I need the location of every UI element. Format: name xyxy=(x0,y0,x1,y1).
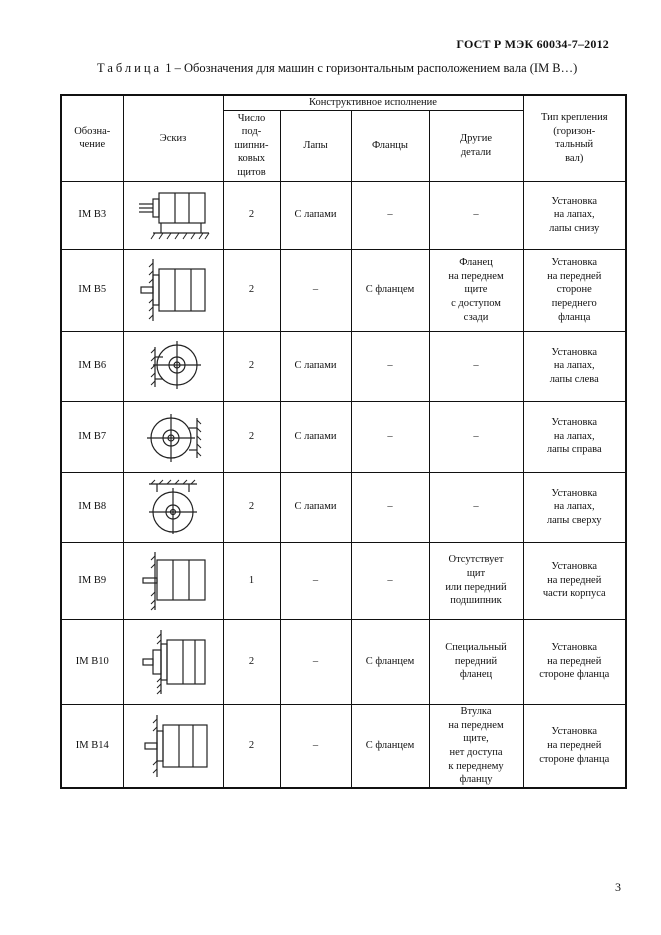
cell-designation: IM B3 xyxy=(61,181,123,249)
cell-feet: С лапами xyxy=(280,181,351,249)
cell-other: – xyxy=(429,401,523,472)
cell-designation: IM B5 xyxy=(61,249,123,331)
cell-flanges: – xyxy=(351,331,429,401)
designation-table xyxy=(60,94,627,789)
cell-shields: 1 xyxy=(223,542,280,619)
page-number: 3 xyxy=(615,880,621,894)
caption-label: Таблица xyxy=(97,61,163,75)
cell-other: – xyxy=(429,472,523,542)
sketch-im-b5-icon xyxy=(133,255,213,325)
cell-mounting: Установка на лапах, лапы сверху xyxy=(523,472,626,542)
header-feet: Лапы xyxy=(280,110,351,181)
cell-other: – xyxy=(429,331,523,401)
cell-flanges: – xyxy=(351,542,429,619)
table-row xyxy=(61,542,626,619)
table-row xyxy=(61,331,626,401)
cell-mounting: Установка на передней части корпуса xyxy=(523,542,626,619)
document-header: ГОСТ Р МЭК 60034-7–2012 xyxy=(456,37,609,51)
cell-feet: – xyxy=(280,619,351,704)
cell-shields: 2 xyxy=(223,472,280,542)
cell-shields: 2 xyxy=(223,331,280,401)
cell-sketch xyxy=(123,331,223,401)
cell-other: Отсутствует щит или передний подшипник xyxy=(429,542,523,619)
table-row xyxy=(61,472,626,542)
cell-designation: IM B8 xyxy=(61,472,123,542)
sketch-im-b8-icon xyxy=(133,476,213,538)
table-row xyxy=(61,249,626,331)
cell-flanges: С фланцем xyxy=(351,619,429,704)
sketch-im-b14-icon xyxy=(133,711,213,781)
sketch-im-b6-icon xyxy=(133,335,213,397)
header-other: Другие детали xyxy=(429,110,523,181)
cell-designation: IM B14 xyxy=(61,704,123,788)
table-caption xyxy=(97,61,577,76)
cell-other: Втулка на переднем щите, нет доступа к переднему фланцу xyxy=(429,704,523,788)
cell-designation: IM B7 xyxy=(61,401,123,472)
cell-flanges: С фланцем xyxy=(351,704,429,788)
cell-feet: – xyxy=(280,704,351,788)
cell-mounting: Установка на передней стороне переднего фланца xyxy=(523,249,626,331)
sketch-im-b3-icon xyxy=(133,187,213,243)
cell-feet: С лапами xyxy=(280,472,351,542)
cell-sketch xyxy=(123,401,223,472)
sketch-im-b9-icon xyxy=(133,548,213,614)
cell-feet: С лапами xyxy=(280,401,351,472)
cell-other: – xyxy=(429,181,523,249)
cell-mounting: Установка на лапах, лапы слева xyxy=(523,331,626,401)
cell-mounting: Установка на передней стороне фланца xyxy=(523,704,626,788)
cell-sketch xyxy=(123,181,223,249)
cell-other: Фланец на переднем щите с доступом сзади xyxy=(429,249,523,331)
cell-flanges: – xyxy=(351,401,429,472)
header-sketch: Эскиз xyxy=(123,95,223,181)
caption-text: 1 – Обозначения для машин с горизонтальным расположением вала (IM B…) xyxy=(162,61,578,75)
cell-feet: С лапами xyxy=(280,331,351,401)
header-designation: Обозна- чение xyxy=(61,95,123,181)
cell-shields: 2 xyxy=(223,704,280,788)
cell-shields: 2 xyxy=(223,401,280,472)
table-row xyxy=(61,181,626,249)
header-flanges: Фланцы xyxy=(351,110,429,181)
cell-shields: 2 xyxy=(223,249,280,331)
sketch-im-b10-icon xyxy=(133,626,213,698)
cell-feet: – xyxy=(280,542,351,619)
cell-designation: IM B10 xyxy=(61,619,123,704)
header-shields: Число под- шипни- ковых щитов xyxy=(223,110,280,181)
cell-flanges: С фланцем xyxy=(351,249,429,331)
cell-mounting: Установка на передней стороне фланца xyxy=(523,619,626,704)
header-construction-group: Конструктивное исполнение xyxy=(223,95,523,110)
cell-mounting: Установка на лапах, лапы справа xyxy=(523,401,626,472)
cell-designation: IM B6 xyxy=(61,331,123,401)
cell-mounting: Установка на лапах, лапы снизу xyxy=(523,181,626,249)
cell-flanges: – xyxy=(351,472,429,542)
cell-sketch xyxy=(123,704,223,788)
cell-feet: – xyxy=(280,249,351,331)
cell-designation: IM B9 xyxy=(61,542,123,619)
cell-sketch xyxy=(123,542,223,619)
header-mounting: Тип крепления (горизон- тальный вал) xyxy=(523,95,626,181)
cell-sketch xyxy=(123,472,223,542)
sketch-im-b7-icon xyxy=(133,406,213,468)
cell-flanges: – xyxy=(351,181,429,249)
cell-sketch xyxy=(123,619,223,704)
table-row xyxy=(61,619,626,704)
table-row xyxy=(61,704,626,788)
cell-shields: 2 xyxy=(223,619,280,704)
cell-sketch xyxy=(123,249,223,331)
table-row xyxy=(61,401,626,472)
cell-other: Специальный передний фланец xyxy=(429,619,523,704)
cell-shields: 2 xyxy=(223,181,280,249)
